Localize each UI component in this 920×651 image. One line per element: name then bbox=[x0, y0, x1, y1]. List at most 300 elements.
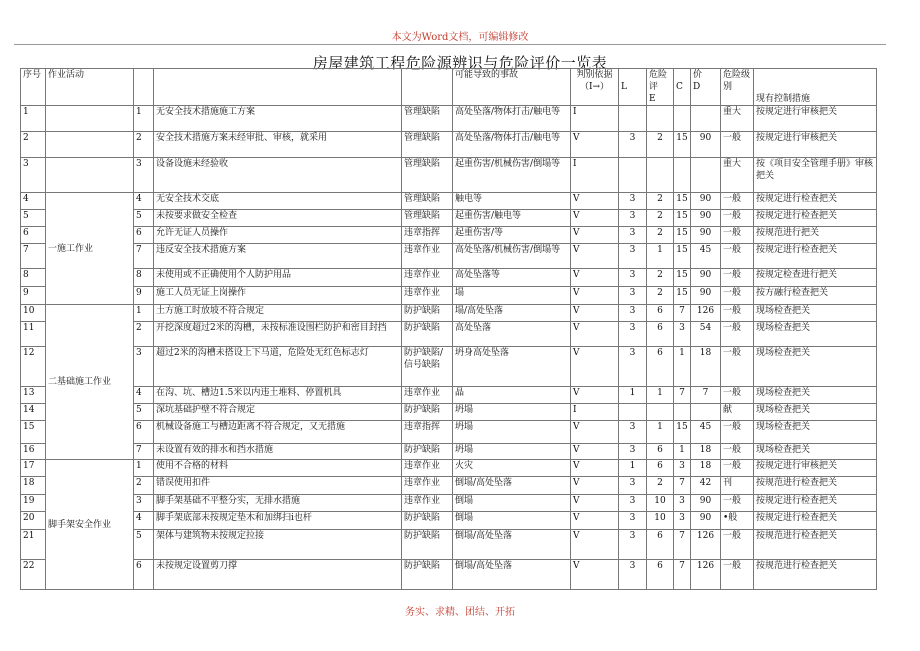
cell-E: 2 bbox=[647, 287, 674, 305]
row-number: 10 bbox=[21, 305, 46, 322]
cell-L: 3 bbox=[619, 347, 647, 387]
col-seq: 序号 bbox=[21, 69, 46, 106]
cell-C: 3 bbox=[674, 495, 691, 512]
cell-L: 1 bbox=[619, 387, 647, 404]
cell-type: 违章作业 bbox=[402, 287, 453, 305]
cell-E: 6 bbox=[647, 460, 674, 477]
cell-D bbox=[691, 106, 721, 132]
cell-basis: V bbox=[571, 477, 619, 495]
cell-type: 违章作业 bbox=[402, 269, 453, 287]
cell-C: 7 bbox=[674, 530, 691, 560]
cell-L: 3 bbox=[619, 287, 647, 305]
cell-hazard: 施工人员无证上岗操作 bbox=[154, 287, 402, 305]
table-row bbox=[21, 132, 877, 158]
cell-accident: 起重伤害/等 bbox=[453, 227, 571, 244]
cell-hazard: 深坑基础护壁不符合规定 bbox=[154, 404, 402, 421]
cell-L: 1 bbox=[619, 460, 647, 477]
cell-hazard: 架体与建筑物未按规定拉接 bbox=[154, 530, 402, 560]
cell-hazard: 错误使用扣件 bbox=[154, 477, 402, 495]
cell-L: 3 bbox=[619, 210, 647, 227]
sub-number: 5 bbox=[134, 404, 154, 421]
cell-hazard: 未设置有效的排水和挡水措施 bbox=[154, 444, 402, 460]
cell-E: 2 bbox=[647, 132, 674, 158]
sub-number: 5 bbox=[134, 530, 154, 560]
cell-hazard: 违反安全技术措施方案 bbox=[154, 244, 402, 269]
sub-number: 4 bbox=[134, 193, 154, 210]
table-row bbox=[21, 421, 877, 444]
cell-accident: 高处坠落等 bbox=[453, 269, 571, 287]
cell-C bbox=[674, 404, 691, 421]
cell-level: 一般 bbox=[721, 560, 754, 590]
risk-table bbox=[20, 68, 877, 590]
sub-number: 5 bbox=[134, 210, 154, 227]
cell-hazard: 未按要求做安全检查 bbox=[154, 210, 402, 227]
activity-cell bbox=[46, 158, 134, 193]
row-number: 6 bbox=[21, 227, 46, 244]
cell-basis: I bbox=[571, 158, 619, 193]
cell-accident: 高处坠落/物体打击/触电等 bbox=[453, 106, 571, 132]
cell-level: 一般 bbox=[721, 460, 754, 477]
cell-level: 重大 bbox=[721, 106, 754, 132]
cell-basis: V bbox=[571, 421, 619, 444]
cell-L: 3 bbox=[619, 244, 647, 269]
cell-measure: 按规定检查进行把关 bbox=[754, 269, 877, 287]
cell-level: 一般 bbox=[721, 305, 754, 322]
cell-accident: 高处坠落/机械伤害/倒塌等 bbox=[453, 244, 571, 269]
cell-C: 1 bbox=[674, 347, 691, 387]
sub-number: 2 bbox=[134, 477, 154, 495]
cell-E: 1 bbox=[647, 387, 674, 404]
cell-basis: V bbox=[571, 460, 619, 477]
cell-level: 一般 bbox=[721, 244, 754, 269]
cell-D: 90 bbox=[691, 132, 721, 158]
table-header-row bbox=[21, 69, 877, 106]
cell-D: 90 bbox=[691, 193, 721, 210]
cell-measure: 按《项目安全管理手册》审核把关 bbox=[754, 158, 877, 193]
cell-measure: 现场检查把关 bbox=[754, 305, 877, 322]
cell-L: 3 bbox=[619, 444, 647, 460]
cell-C: 15 bbox=[674, 269, 691, 287]
cell-type: 违章指挥 bbox=[402, 421, 453, 444]
cell-basis: V bbox=[571, 495, 619, 512]
cell-measure: 按规范进行检查把关 bbox=[754, 530, 877, 560]
activity-cell bbox=[46, 106, 134, 132]
cell-type: 违章指挥 bbox=[402, 227, 453, 244]
cell-type: 管理缺陷 bbox=[402, 132, 453, 158]
cell-measure: 按规定进行审核把关 bbox=[754, 106, 877, 132]
cell-accident: 高处坠落/物体打击/触电等 bbox=[453, 132, 571, 158]
sub-number: 1 bbox=[134, 460, 154, 477]
cell-C: 7 bbox=[674, 560, 691, 590]
col-accident: 可能导致的事故 bbox=[453, 69, 571, 106]
table-row bbox=[21, 347, 877, 387]
cell-D: 18 bbox=[691, 460, 721, 477]
cell-C: 1 bbox=[674, 444, 691, 460]
cell-D: 45 bbox=[691, 244, 721, 269]
cell-level: 一般 bbox=[721, 227, 754, 244]
cell-L: 3 bbox=[619, 227, 647, 244]
row-number: 1 bbox=[21, 106, 46, 132]
cell-E: 2 bbox=[647, 227, 674, 244]
cell-measure: 按规范进行检查把关 bbox=[754, 477, 877, 495]
cell-basis: V bbox=[571, 322, 619, 347]
cell-L: 3 bbox=[619, 512, 647, 530]
cell-E: 6 bbox=[647, 530, 674, 560]
cell-hazard: 在沟、坑、槽边1.5米以内违土堆料、停置机具 bbox=[154, 387, 402, 404]
row-number: 11 bbox=[21, 322, 46, 347]
cell-type: 管理缺陷 bbox=[402, 193, 453, 210]
cell-measure: 按规定进行审核把关 bbox=[754, 132, 877, 158]
row-number: 8 bbox=[21, 269, 46, 287]
cell-accident: 晶 bbox=[453, 387, 571, 404]
table-row bbox=[21, 244, 877, 269]
cell-L: 3 bbox=[619, 193, 647, 210]
cell-accident: 起重伤害/机械伤害/倒塌等 bbox=[453, 158, 571, 193]
cell-hazard: 未按规定设置剪刀撑 bbox=[154, 560, 402, 590]
page-title: 房屋建筑工程危险源辨识与危险评价一览表 bbox=[312, 54, 608, 72]
cell-D: 90 bbox=[691, 495, 721, 512]
cell-E bbox=[647, 106, 674, 132]
col-e: 危险评 E bbox=[647, 69, 674, 106]
cell-measure: 现场检查把关 bbox=[754, 444, 877, 460]
row-number: 15 bbox=[21, 421, 46, 444]
cell-D bbox=[691, 404, 721, 421]
footer-note: 务实、求精、团结、开拓 bbox=[405, 607, 515, 618]
table-row bbox=[21, 193, 877, 210]
cell-accident: 倒塌/高处坠落 bbox=[453, 530, 571, 560]
cell-accident: 触电等 bbox=[453, 193, 571, 210]
activity-cell bbox=[46, 132, 134, 158]
cell-C: 15 bbox=[674, 287, 691, 305]
cell-D bbox=[691, 158, 721, 193]
cell-basis: V bbox=[571, 512, 619, 530]
sub-number: 8 bbox=[134, 269, 154, 287]
col-d: 价 D bbox=[691, 69, 721, 106]
cell-measure: 现场检查把关 bbox=[754, 404, 877, 421]
cell-type: 管理缺陷 bbox=[402, 210, 453, 227]
col-level: 危险级 别 bbox=[721, 69, 754, 106]
sub-number: 4 bbox=[134, 387, 154, 404]
cell-accident: 坍塌 bbox=[453, 444, 571, 460]
table-row bbox=[21, 106, 877, 132]
cell-type: 管理缺陷 bbox=[402, 158, 453, 193]
cell-level: 一般 bbox=[721, 530, 754, 560]
table-row bbox=[21, 305, 877, 322]
col-basis: 判别依据 （I→） bbox=[571, 69, 619, 106]
cell-type: 违章作业 bbox=[402, 460, 453, 477]
cell-C: 3 bbox=[674, 322, 691, 347]
cell-E: 6 bbox=[647, 305, 674, 322]
cell-hazard: 使用不合格的材料 bbox=[154, 460, 402, 477]
cell-E: 6 bbox=[647, 322, 674, 347]
cell-E: 6 bbox=[647, 560, 674, 590]
cell-level: 一般 bbox=[721, 287, 754, 305]
cell-L bbox=[619, 158, 647, 193]
header-divider bbox=[14, 44, 886, 45]
cell-E: 2 bbox=[647, 193, 674, 210]
cell-hazard: 土方施工时放坡不符合规定 bbox=[154, 305, 402, 322]
cell-D: 126 bbox=[691, 305, 721, 322]
cell-level: 一般 bbox=[721, 132, 754, 158]
cell-E: 2 bbox=[647, 210, 674, 227]
row-number: 2 bbox=[21, 132, 46, 158]
col-l: L bbox=[619, 69, 647, 106]
cell-D: 90 bbox=[691, 227, 721, 244]
cell-E bbox=[647, 158, 674, 193]
cell-basis: V bbox=[571, 444, 619, 460]
cell-measure: 按规定进行检查把关 bbox=[754, 512, 877, 530]
activity-group-label: 一施工作业 bbox=[46, 193, 134, 305]
cell-C: 15 bbox=[674, 244, 691, 269]
activity-group-label: 脚手架安全作业 bbox=[46, 460, 134, 590]
cell-basis: V bbox=[571, 132, 619, 158]
row-number: 5 bbox=[21, 210, 46, 227]
cell-hazard: 安全技术措施方案未经审批、审核，就采用 bbox=[154, 132, 402, 158]
cell-C: 15 bbox=[674, 210, 691, 227]
cell-measure: 现场检查把关 bbox=[754, 387, 877, 404]
cell-C: 7 bbox=[674, 305, 691, 322]
table-row bbox=[21, 227, 877, 244]
cell-hazard: 机械设备施工与槽边距离不符合规定，又无措施 bbox=[154, 421, 402, 444]
cell-type: 防护缺陷 bbox=[402, 512, 453, 530]
cell-basis: V bbox=[571, 287, 619, 305]
col-measure: 现有控制措施 bbox=[754, 69, 877, 106]
cell-C: 7 bbox=[674, 387, 691, 404]
table-row bbox=[21, 387, 877, 404]
row-number: 19 bbox=[21, 495, 46, 512]
cell-D: 90 bbox=[691, 512, 721, 530]
cell-measure: 现场检查把关 bbox=[754, 322, 877, 347]
row-number: 21 bbox=[21, 530, 46, 560]
cell-basis: V bbox=[571, 244, 619, 269]
cell-hazard: 未使用或不正确使用个人防护用品 bbox=[154, 269, 402, 287]
cell-D: 42 bbox=[691, 477, 721, 495]
cell-L: 3 bbox=[619, 132, 647, 158]
cell-L: 3 bbox=[619, 560, 647, 590]
row-number: 20 bbox=[21, 512, 46, 530]
cell-basis: V bbox=[571, 193, 619, 210]
cell-L: 3 bbox=[619, 322, 647, 347]
cell-C bbox=[674, 106, 691, 132]
cell-basis: V bbox=[571, 269, 619, 287]
sub-number: 3 bbox=[134, 347, 154, 387]
cell-level: 一般 bbox=[721, 193, 754, 210]
cell-accident: 倒塌/高处坠落 bbox=[453, 560, 571, 590]
cell-E: 6 bbox=[647, 444, 674, 460]
cell-type: 防护缺陷/信号缺陷 bbox=[402, 347, 453, 387]
cell-measure: 按方融行检查把关 bbox=[754, 287, 877, 305]
cell-hazard: 开挖深度超过2米的沟槽，未按标准设围栏防护和密目封挡 bbox=[154, 322, 402, 347]
cell-basis: V bbox=[571, 387, 619, 404]
cell-type: 防护缺陷 bbox=[402, 305, 453, 322]
table-row bbox=[21, 210, 877, 227]
cell-basis: V bbox=[571, 210, 619, 227]
cell-D: 90 bbox=[691, 210, 721, 227]
cell-accident: 起重伤害/触电等 bbox=[453, 210, 571, 227]
cell-D: 18 bbox=[691, 444, 721, 460]
table-row bbox=[21, 495, 877, 512]
cell-E: 10 bbox=[647, 495, 674, 512]
cell-level: 一般 bbox=[721, 495, 754, 512]
cell-D: 54 bbox=[691, 322, 721, 347]
cell-accident: 塌/高处坠落 bbox=[453, 305, 571, 322]
sub-number: 1 bbox=[134, 106, 154, 132]
row-number: 18 bbox=[21, 477, 46, 495]
cell-accident: 坍身高处坠落 bbox=[453, 347, 571, 387]
row-number: 12 bbox=[21, 347, 46, 387]
sub-number: 2 bbox=[134, 322, 154, 347]
row-number: 16 bbox=[21, 444, 46, 460]
cell-measure: 按规定进行检查把关 bbox=[754, 210, 877, 227]
cell-hazard: 脚手架基础不平整分实，无排水措施 bbox=[154, 495, 402, 512]
cell-basis: I bbox=[571, 106, 619, 132]
cell-E: 2 bbox=[647, 269, 674, 287]
sub-number: 4 bbox=[134, 512, 154, 530]
cell-E: 2 bbox=[647, 477, 674, 495]
cell-L bbox=[619, 106, 647, 132]
row-number: 7 bbox=[21, 244, 46, 269]
cell-measure: 按规定进行检查把关 bbox=[754, 244, 877, 269]
cell-E: 6 bbox=[647, 347, 674, 387]
cell-D: 18 bbox=[691, 347, 721, 387]
cell-measure: 按规定进行审核把关 bbox=[754, 460, 877, 477]
cell-level: 一般 bbox=[721, 210, 754, 227]
cell-E: 10 bbox=[647, 512, 674, 530]
cell-accident: 倒塌 bbox=[453, 512, 571, 530]
cell-level: 一般 bbox=[721, 347, 754, 387]
cell-L: 3 bbox=[619, 421, 647, 444]
table-row bbox=[21, 322, 877, 347]
cell-C: 15 bbox=[674, 193, 691, 210]
cell-type: 违章作业 bbox=[402, 495, 453, 512]
row-number: 22 bbox=[21, 560, 46, 590]
table-row bbox=[21, 158, 877, 193]
cell-L: 3 bbox=[619, 530, 647, 560]
cell-level: 一般 bbox=[721, 387, 754, 404]
cell-hazard: 超过2米的沟槽未搭设上下马道，危险处无红色标志灯 bbox=[154, 347, 402, 387]
sub-number: 6 bbox=[134, 421, 154, 444]
cell-basis: V bbox=[571, 305, 619, 322]
row-number: 9 bbox=[21, 287, 46, 305]
cell-type: 违章作业 bbox=[402, 477, 453, 495]
cell-hazard: 允许无证人员操作 bbox=[154, 227, 402, 244]
cell-D: 126 bbox=[691, 560, 721, 590]
cell-accident: 倒塌/高处坠落 bbox=[453, 477, 571, 495]
cell-type: 防护缺陷 bbox=[402, 322, 453, 347]
cell-type: 防护缺陷 bbox=[402, 404, 453, 421]
cell-level: •般 bbox=[721, 512, 754, 530]
cell-accident: 火灾 bbox=[453, 460, 571, 477]
cell-level: 刊 bbox=[721, 477, 754, 495]
sub-number: 7 bbox=[134, 244, 154, 269]
row-number: 17 bbox=[21, 460, 46, 477]
cell-D: 90 bbox=[691, 287, 721, 305]
row-number: 4 bbox=[21, 193, 46, 210]
cell-accident: 坍塌 bbox=[453, 421, 571, 444]
cell-basis: I bbox=[571, 404, 619, 421]
cell-type: 违章作业 bbox=[402, 244, 453, 269]
activity-group-label: 二基础施工作业 bbox=[46, 305, 134, 460]
cell-D: 7 bbox=[691, 387, 721, 404]
table-row bbox=[21, 287, 877, 305]
cell-C bbox=[674, 158, 691, 193]
cell-L: 3 bbox=[619, 477, 647, 495]
cell-hazard: 设备设施未经验收 bbox=[154, 158, 402, 193]
cell-basis: V bbox=[571, 227, 619, 244]
cell-type: 防护缺陷 bbox=[402, 530, 453, 560]
cell-accident: 塌 bbox=[453, 287, 571, 305]
cell-D: 45 bbox=[691, 421, 721, 444]
sub-number: 1 bbox=[134, 305, 154, 322]
cell-level: 献 bbox=[721, 404, 754, 421]
cell-accident: 高处坠落 bbox=[453, 322, 571, 347]
sub-number: 3 bbox=[134, 158, 154, 193]
cell-type: 防护缺陷 bbox=[402, 560, 453, 590]
cell-C: 15 bbox=[674, 227, 691, 244]
sub-number: 7 bbox=[134, 444, 154, 460]
cell-hazard: 无安全技术措施施工方案 bbox=[154, 106, 402, 132]
cell-level: 一般 bbox=[721, 269, 754, 287]
table-row bbox=[21, 404, 877, 421]
cell-C: 15 bbox=[674, 132, 691, 158]
cell-level: 一般 bbox=[721, 421, 754, 444]
row-number: 3 bbox=[21, 158, 46, 193]
cell-measure: 按规定进行检查把关 bbox=[754, 193, 877, 210]
cell-measure: 按规范进行检查把关 bbox=[754, 560, 877, 590]
cell-C: 7 bbox=[674, 477, 691, 495]
cell-D: 126 bbox=[691, 530, 721, 560]
cell-basis: V bbox=[571, 347, 619, 387]
cell-level: 一般 bbox=[721, 444, 754, 460]
sub-number: 6 bbox=[134, 560, 154, 590]
table-row bbox=[21, 269, 877, 287]
cell-C: 3 bbox=[674, 460, 691, 477]
table-row bbox=[21, 530, 877, 560]
cell-C: 3 bbox=[674, 512, 691, 530]
cell-basis: V bbox=[571, 560, 619, 590]
sub-number: 3 bbox=[134, 495, 154, 512]
cell-E: 1 bbox=[647, 421, 674, 444]
cell-type: 违章作业 bbox=[402, 387, 453, 404]
cell-D: 90 bbox=[691, 269, 721, 287]
table-row bbox=[21, 444, 877, 460]
cell-accident: 坍塌 bbox=[453, 404, 571, 421]
row-number: 13 bbox=[21, 387, 46, 404]
cell-L: 3 bbox=[619, 305, 647, 322]
cell-L bbox=[619, 404, 647, 421]
cell-type: 防护缺陷 bbox=[402, 444, 453, 460]
cell-basis: V bbox=[571, 530, 619, 560]
header-note: 本文为Word文档，可编辑修改 bbox=[391, 32, 529, 43]
table-row bbox=[21, 560, 877, 590]
table-row bbox=[21, 477, 877, 495]
cell-type: 管理缺陷 bbox=[402, 106, 453, 132]
cell-L: 3 bbox=[619, 269, 647, 287]
cell-measure: 按规范进行把关 bbox=[754, 227, 877, 244]
cell-measure: 按规定进行检查把关 bbox=[754, 495, 877, 512]
cell-E bbox=[647, 404, 674, 421]
col-activity: 作业活动 bbox=[46, 69, 134, 106]
cell-measure: 现场检查把关 bbox=[754, 347, 877, 387]
cell-hazard: 脚手架底部未按规定垫木和加绑扫i也杆 bbox=[154, 512, 402, 530]
sub-number: 9 bbox=[134, 287, 154, 305]
cell-L: 3 bbox=[619, 495, 647, 512]
row-number: 14 bbox=[21, 404, 46, 421]
cell-level: 一般 bbox=[721, 322, 754, 347]
cell-accident: 倒塌 bbox=[453, 495, 571, 512]
cell-E: 1 bbox=[647, 244, 674, 269]
sub-number: 6 bbox=[134, 227, 154, 244]
